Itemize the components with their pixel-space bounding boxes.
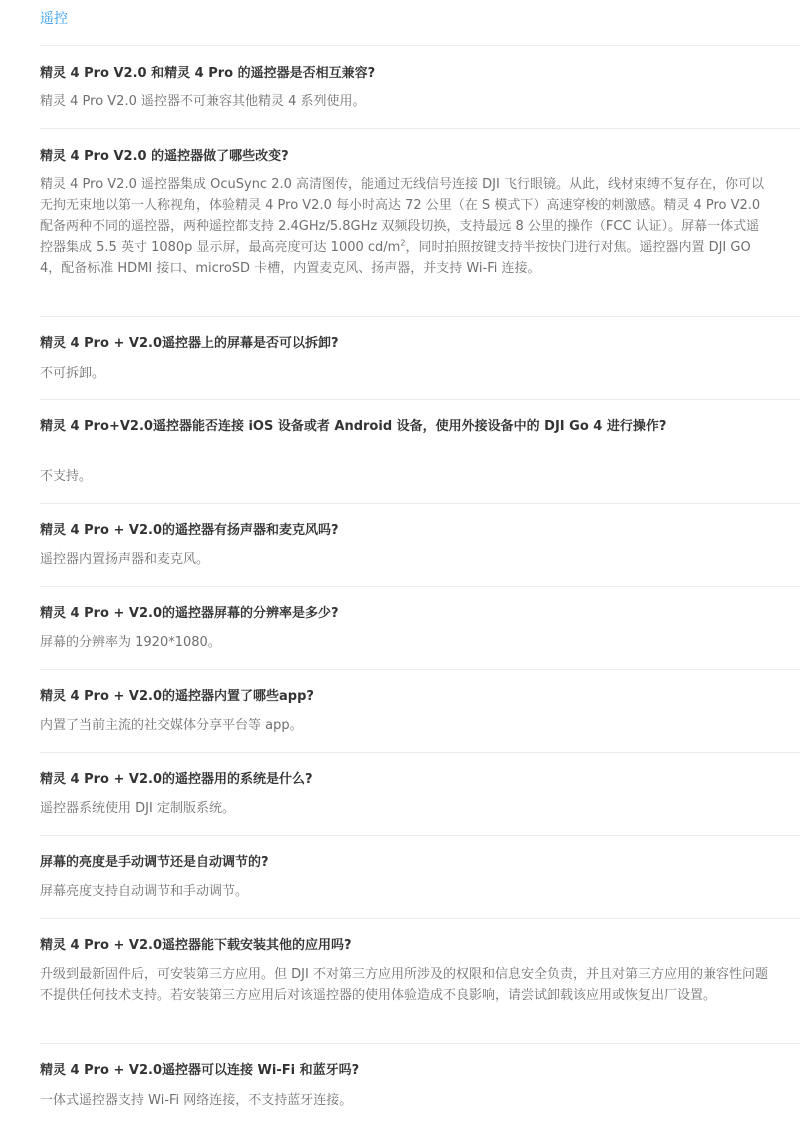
divider xyxy=(40,503,800,504)
faq-answer xyxy=(40,174,770,279)
faq-answer: 内置了当前主流的社交媒体分享平台等 app。 xyxy=(40,718,303,733)
faq-answer: 升级到最新固件后，可安装第三方应用。但 DJI 不对第三方应用所涉及的权限和信息安全负责，并且对第三方应用的兼容性问题不提供任何技术支持。若安装第三方应用后对该遥控器的使用体验造成不良影响，请尝试卸载该应用或恢复出厂设置。 xyxy=(40,967,768,1003)
superscript: 2 xyxy=(400,238,406,248)
divider xyxy=(40,752,800,753)
divider xyxy=(40,918,800,919)
faq-question: 精灵 4 Pro + V2.0的遥控器屏幕的分辨率是多少? xyxy=(40,606,339,621)
faq-answer: 不支持。 xyxy=(40,469,93,484)
faq-question: 精灵 4 Pro V2.0 和精灵 4 Pro 的遥控器是否相互兼容? xyxy=(40,66,376,81)
divider xyxy=(40,316,800,317)
faq-question: 精灵 4 Pro + V2.0遥控器上的屏幕是否可以拆卸? xyxy=(40,336,339,351)
faq-question: 精灵 4 Pro + V2.0的遥控器有扬声器和麦克风吗? xyxy=(40,523,339,538)
faq-question: 精灵 4 Pro+V2.0遥控器能否连接 iOS 设备或者 Android 设备，使用外接设备中的 DJI Go 4 进行操作? xyxy=(40,419,667,434)
divider xyxy=(40,835,800,836)
faq-question: 精灵 4 Pro + V2.0的遥控器用的系统是什么? xyxy=(40,772,313,787)
faq-answer: 一体式遥控器支持 Wi-Fi 网络连接，不支持蓝牙连接。 xyxy=(40,1093,353,1108)
faq-answer: 屏幕亮度支持自动调节和手动调节。 xyxy=(40,884,249,899)
divider xyxy=(40,586,800,587)
faq-answer: 遥控器系统使用 DJI 定制版系统。 xyxy=(40,801,235,816)
divider xyxy=(40,128,800,129)
section-link-remote-controller[interactable]: 遥控 xyxy=(40,11,68,27)
faq-question: 精灵 4 Pro + V2.0遥控器可以连接 Wi-Fi 和蓝牙吗? xyxy=(40,1063,360,1078)
faq-question: 精灵 4 Pro + V2.0的遥控器内置了哪些app? xyxy=(40,689,314,704)
faq-question: 精灵 4 Pro V2.0 的遥控器做了哪些改变? xyxy=(40,149,289,164)
faq-answer-part: ，同时拍照按键支持半按快门进行对焦。遥控器内置 DJI GO 4，配备标准 HDMI 接口、microSD 卡槽，内置麦克风、扬声器，并支持 Wi-Fi 连接。 xyxy=(40,240,751,276)
faq-answer: 遥控器内置扬声器和麦克风。 xyxy=(40,552,210,567)
faq-answer: 不可拆卸。 xyxy=(40,366,106,381)
divider xyxy=(40,399,800,400)
faq-answer-part: 精灵 4 Pro V2.0 遥控器集成 OcuSync 2.0 高清图传，能通过无线信号连接 DJI 飞行眼镜。从此，线材束缚不复存在，你可以无拘无束地以第一人称视角，体验精灵 4 Pro V2.0 每小时高达 72 公里（在 S 模式下）高速穿梭的刺激感。精灵 4 Pro V2.0 配备两种不同的遥控器，两种遥控都支持 2.4GHz/5.8GHz 双频段切换，支持最远 8 公里的操作（FCC 认证）。屏幕一体式遥控器集成 5.5 英寸 1080p 显示屏，最高亮度可达 1000 cd/m xyxy=(40,177,764,255)
divider xyxy=(40,669,800,670)
faq-answer: 屏幕的分辨率为 1920*1080。 xyxy=(40,635,221,650)
faq-question: 屏幕的亮度是手动调节还是自动调节的? xyxy=(40,855,269,870)
divider xyxy=(40,1043,800,1044)
faq-question: 精灵 4 Pro + V2.0遥控器能下载安装其他的应用吗? xyxy=(40,938,352,953)
faq-answer: 精灵 4 Pro V2.0 遥控器不可兼容其他精灵 4 系列使用。 xyxy=(40,94,366,109)
divider xyxy=(40,45,800,46)
